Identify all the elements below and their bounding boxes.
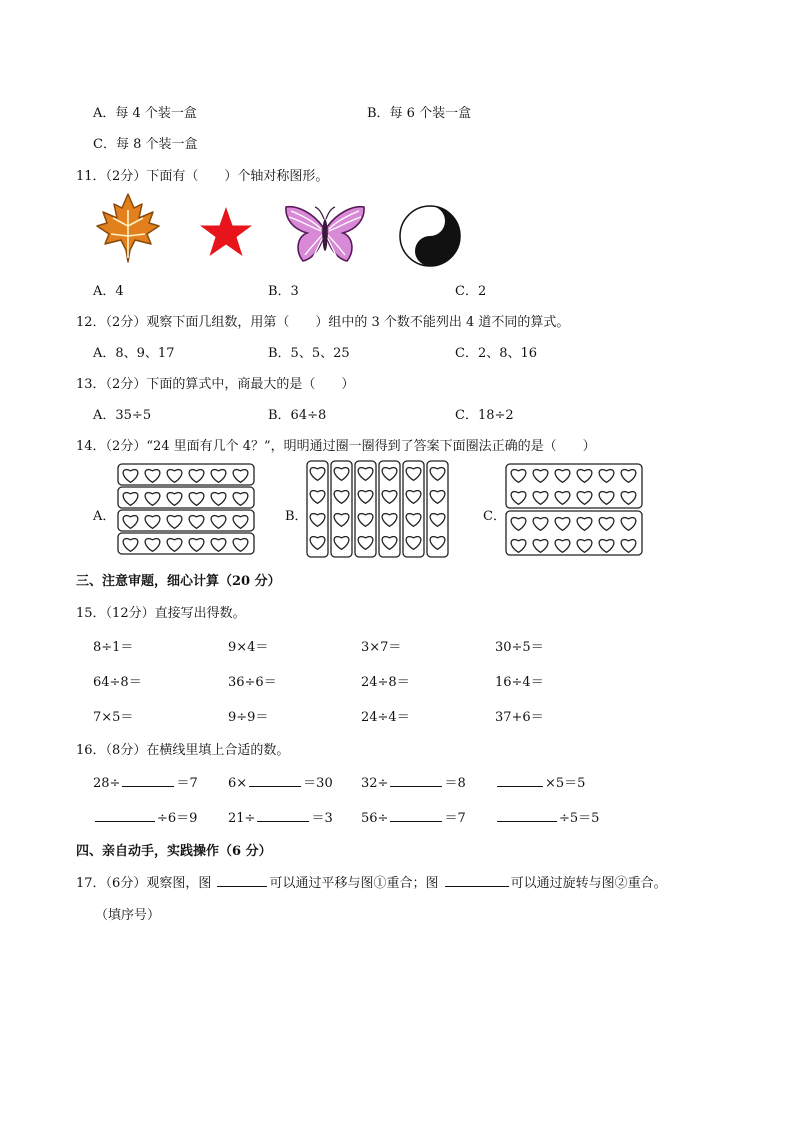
q12-option-a: A．8、9、17 — [93, 346, 175, 361]
heart-icon — [621, 470, 636, 483]
q15-item: 9÷9＝ — [228, 710, 269, 725]
heart-icon — [145, 539, 160, 552]
answer-blank[interactable] — [390, 809, 442, 822]
q14-stem: 14．（2分）“24 里面有几个 4？”，明明通过圈一圈得到了答案下面圈法正确的是（ ） — [76, 439, 596, 454]
q15-item: 16÷4＝ — [495, 675, 544, 690]
heart-icon — [382, 537, 397, 550]
heart-icon — [145, 516, 160, 529]
heart-icon — [310, 514, 325, 527]
q16-item: 6× ＝30 — [228, 776, 333, 791]
q15-stem: 15．（12分）直接写出得数。 — [76, 606, 246, 621]
heart-icon — [211, 539, 226, 552]
q16-item: 21÷ ＝3 — [228, 811, 333, 826]
heart-icon — [406, 491, 421, 504]
section-3-heading: 三、注意审题，细心计算（20 分） — [76, 574, 281, 589]
q15-item: 9×4＝ — [228, 640, 269, 655]
heart-icon — [406, 537, 421, 550]
heart-icon — [310, 491, 325, 504]
q16-item: ×5＝5 — [495, 772, 585, 791]
heart-icon — [123, 539, 138, 552]
heart-icon — [233, 516, 248, 529]
heart-icon — [123, 470, 138, 483]
heart-icon — [577, 492, 592, 505]
q13-option-c: C．18÷2 — [455, 408, 514, 423]
answer-blank[interactable] — [390, 774, 442, 787]
section-4-heading: 四、亲自动手，实践操作（6 分） — [76, 844, 272, 859]
q15-item: 37+6＝ — [495, 710, 544, 725]
heart-icon — [599, 540, 614, 553]
heart-icon — [334, 491, 349, 504]
heart-icon — [310, 468, 325, 481]
answer-blank[interactable] — [257, 809, 309, 822]
q13-stem: 13．（2分）下面的算式中，商最大的是（ ） — [76, 377, 355, 392]
heart-icon — [599, 518, 614, 531]
q15-item: 24÷4＝ — [361, 710, 410, 725]
heart-icon — [233, 539, 248, 552]
heart-icon — [577, 540, 592, 553]
q15-item: 7×5＝ — [93, 710, 134, 725]
answer-blank[interactable] — [249, 774, 301, 787]
heart-icon — [533, 518, 548, 531]
heart-icon — [511, 470, 526, 483]
heart-icon — [621, 540, 636, 553]
heart-icon — [310, 537, 325, 550]
heart-icon — [358, 468, 373, 481]
q11-option-b: B．3 — [268, 284, 299, 299]
heart-icon — [621, 518, 636, 531]
yin-yang-icon — [398, 204, 462, 268]
q10-option-b: B．每 6 个装一盒 — [367, 106, 472, 121]
heart-icon — [123, 493, 138, 506]
heart-icon — [189, 493, 204, 506]
hearts-diagram-c — [504, 463, 646, 557]
heart-icon — [511, 518, 526, 531]
heart-icon — [430, 491, 445, 504]
q15-item: 24÷8＝ — [361, 675, 410, 690]
red-star-icon — [197, 205, 255, 260]
heart-icon — [334, 537, 349, 550]
q16-item: 56÷ ＝7 — [361, 811, 466, 826]
heart-icon — [233, 493, 248, 506]
heart-icon — [382, 491, 397, 504]
heart-icon — [577, 470, 592, 483]
q16-stem: 16．（8分）在横线里填上合适的数。 — [76, 743, 290, 758]
heart-icon — [358, 537, 373, 550]
heart-icon — [406, 514, 421, 527]
hearts-diagram-b — [305, 460, 451, 560]
q13-option-b: B．64÷8 — [268, 408, 327, 423]
heart-icon — [358, 514, 373, 527]
answer-blank[interactable] — [217, 874, 267, 887]
q11-option-c: C．2 — [455, 284, 487, 299]
q15-item: 30÷5＝ — [495, 640, 544, 655]
heart-icon — [430, 537, 445, 550]
q16-item: ÷5＝5 — [495, 807, 599, 826]
heart-icon — [189, 516, 204, 529]
heart-icon — [511, 492, 526, 505]
heart-icon — [145, 470, 160, 483]
q15-item: 8÷1＝ — [93, 640, 134, 655]
hearts-diagram-a — [116, 463, 258, 557]
q16-item: 28÷ ＝7 — [93, 776, 198, 791]
answer-blank[interactable] — [95, 809, 155, 822]
heart-icon — [211, 493, 226, 506]
heart-icon — [555, 492, 570, 505]
answer-blank[interactable] — [497, 809, 557, 822]
heart-icon — [382, 514, 397, 527]
heart-icon — [555, 518, 570, 531]
heart-icon — [533, 470, 548, 483]
heart-icon — [430, 514, 445, 527]
answer-blank[interactable] — [497, 774, 543, 787]
q14-label-c: C． — [483, 509, 506, 524]
heart-icon — [533, 492, 548, 505]
heart-icon — [577, 518, 592, 531]
q15-item: 64÷8＝ — [93, 675, 142, 690]
heart-icon — [430, 468, 445, 481]
q15-item: 3×7＝ — [361, 640, 402, 655]
heart-icon — [189, 470, 204, 483]
heart-icon — [334, 514, 349, 527]
heart-icon — [599, 492, 614, 505]
heart-icon — [167, 470, 182, 483]
answer-blank[interactable] — [122, 774, 174, 787]
q12-stem: 12．（2分）观察下面几组数，用第（ ）组中的 3 个数不能列出 4 道不同的算式。 — [76, 315, 570, 330]
q14-label-b: B． — [285, 509, 308, 524]
heart-icon — [382, 468, 397, 481]
heart-icon — [167, 516, 182, 529]
q12-option-c: C．2、8、16 — [455, 346, 538, 361]
heart-icon — [334, 468, 349, 481]
heart-icon — [189, 539, 204, 552]
q10-option-a: A．每 4 个装一盒 — [93, 106, 197, 121]
q16-item: 32÷ ＝8 — [361, 776, 466, 791]
q14-label-a: A． — [93, 509, 116, 524]
heart-icon — [233, 470, 248, 483]
q16-item: ÷6＝9 — [93, 807, 197, 826]
heart-icon — [167, 493, 182, 506]
heart-icon — [511, 540, 526, 553]
heart-icon — [406, 468, 421, 481]
maple-leaf-icon — [95, 192, 161, 264]
q17-note: （填序号） — [95, 908, 161, 923]
heart-icon — [533, 540, 548, 553]
heart-icon — [621, 492, 636, 505]
heart-icon — [123, 516, 138, 529]
circle-group-outline — [506, 511, 642, 555]
butterfly-icon — [283, 203, 367, 265]
answer-blank[interactable] — [445, 874, 509, 887]
q12-option-b: B．5、5、25 — [268, 346, 350, 361]
heart-icon — [358, 491, 373, 504]
q15-item: 36÷6＝ — [228, 675, 277, 690]
heart-icon — [599, 470, 614, 483]
q10-option-c: C．每 8 个装一盒 — [93, 137, 198, 152]
q11-stem: 11．（2分）下面有（ ）个轴对称图形。 — [76, 169, 329, 184]
heart-icon — [555, 470, 570, 483]
heart-icon — [211, 470, 226, 483]
heart-icon — [167, 539, 182, 552]
heart-icon — [145, 493, 160, 506]
heart-icon — [555, 540, 570, 553]
q17-stem: 17．（6分）观察图，图 可以通过平移与图①重合；图 可以通过旋转与图②重合。 — [76, 876, 667, 891]
q11-option-a: A．4 — [93, 284, 124, 299]
q13-option-a: A．35÷5 — [93, 408, 152, 423]
heart-icon — [211, 516, 226, 529]
